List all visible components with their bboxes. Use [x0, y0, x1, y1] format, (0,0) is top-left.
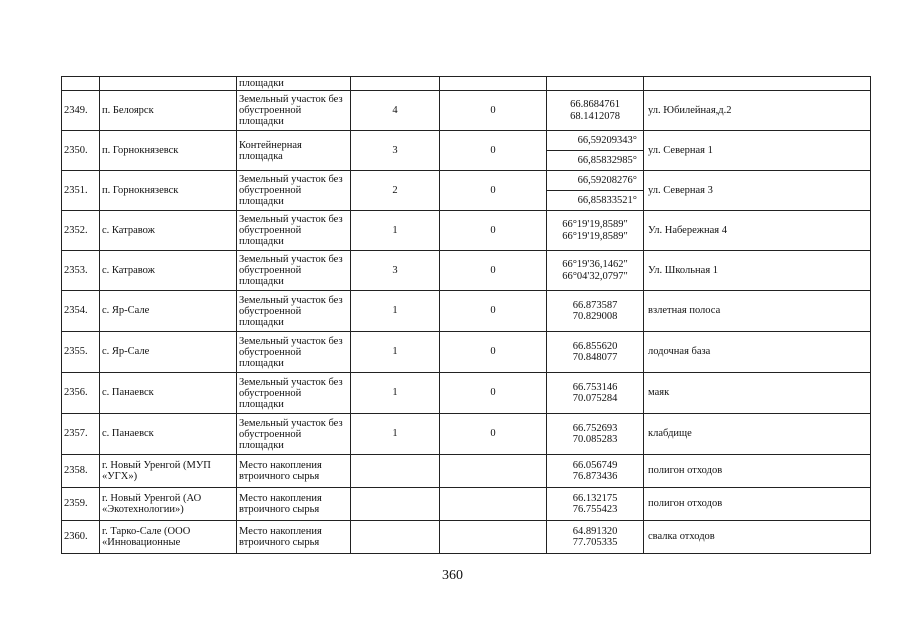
cell-num: 2359. [62, 488, 100, 521]
cell-place: г. Тарко-Сале (ООО «Инновационные [100, 521, 237, 554]
table-row [62, 211, 871, 251]
cell-address: полигон отходов [644, 488, 871, 521]
cell-qty: 1 [351, 291, 440, 332]
coord-lat: 66.855620 [572, 340, 618, 352]
cell-coord [547, 131, 644, 171]
cell-qty2: 0 [440, 414, 547, 455]
cell-address: Ул. Школьная 1 [644, 251, 871, 291]
cell-qty: 3 [351, 251, 440, 291]
cell-num [62, 77, 100, 91]
cell-address: свалка отходов [644, 521, 871, 554]
table-row [62, 521, 871, 554]
cell-num: 2351. [62, 171, 100, 211]
cell-type: Место накопления втроичного сырья [237, 488, 351, 521]
cell-place: п. Горнокнязевск [100, 131, 237, 171]
cell-qty2 [440, 521, 547, 554]
cell-num: 2358. [62, 455, 100, 488]
cell-address [644, 77, 871, 91]
cell-address: ул. Северная 1 [644, 131, 871, 171]
cell-type: Земельный участок без обустроенной площадки [237, 211, 351, 251]
coord-lon: 66,85832985° [547, 150, 643, 170]
cell-num: 2353. [62, 251, 100, 291]
cell-num: 2356. [62, 373, 100, 414]
cell-num: 2360. [62, 521, 100, 554]
cell-type: Место накопления втроичного сырья [237, 521, 351, 554]
coord-lat: 66.753146 [572, 381, 618, 393]
cell-qty: 1 [351, 414, 440, 455]
coord-lon: 76.755423 [572, 504, 618, 515]
coord-lon: 70.848077 [572, 352, 618, 363]
cell-num: 2352. [62, 211, 100, 251]
coord-lon: 68.1412078 [570, 110, 620, 122]
cell-num: 2350. [62, 131, 100, 171]
cell-place: с. Яр-Сале [100, 291, 237, 332]
coord-lon: 70.829008 [572, 311, 618, 322]
cell-address: Ул. Набережная 4 [644, 211, 871, 251]
cell-qty: 4 [351, 91, 440, 131]
cell-qty2: 0 [440, 251, 547, 291]
coord-lat: 66.056749 [572, 459, 618, 471]
coord-lon: 66,85833521° [547, 190, 643, 210]
coord-lat: 66,59208276° [577, 175, 637, 186]
cell-qty [351, 521, 440, 554]
cell-qty2: 0 [440, 211, 547, 251]
table-row [62, 414, 871, 455]
cell-qty2: 0 [440, 332, 547, 373]
coord-lon: 77.705335 [572, 537, 618, 548]
cell-address: клабдище [644, 414, 871, 455]
cell-qty2: 0 [440, 291, 547, 332]
cell-type: площадки [237, 77, 351, 91]
cell-qty [351, 77, 440, 91]
cell-coord [547, 91, 644, 131]
table-row [62, 251, 871, 291]
cell-place: г. Новый Уренгой (АО «Экотехнологии») [100, 488, 237, 521]
table-row [62, 488, 871, 521]
cell-type: Контейнерная площадка [237, 131, 351, 171]
cell-place: с. Панаевск [100, 373, 237, 414]
coord-lon: 70.075284 [572, 393, 618, 404]
cell-address: маяк [644, 373, 871, 414]
cell-type: Земельный участок без обустроенной площадки [237, 332, 351, 373]
coord-lat: 66°19'36,1462" [562, 259, 628, 270]
cell-qty2 [440, 77, 547, 91]
cell-qty: 1 [351, 211, 440, 251]
cell-type: Земельный участок без обустроенной площадки [237, 91, 351, 131]
page-number: 360 [442, 568, 463, 583]
cell-num: 2357. [62, 414, 100, 455]
cell-place: с. Катравож [100, 211, 237, 251]
cell-address: ул. Северная 3 [644, 171, 871, 211]
cell-address: полигон отходов [644, 455, 871, 488]
coord-lat: 66.8684761 [570, 99, 620, 110]
cell-type: Место накопления втроичного сырья [237, 455, 351, 488]
cell-qty2: 0 [440, 91, 547, 131]
cell-place: с. Яр-Сале [100, 332, 237, 373]
cell-qty: 3 [351, 131, 440, 171]
coord-lon: 76.873436 [572, 471, 618, 482]
table-row [62, 455, 871, 488]
cell-type: Земельный участок без обустроенной площадки [237, 291, 351, 332]
cell-address: лодочная база [644, 332, 871, 373]
cell-place [100, 77, 237, 91]
table-row [62, 373, 871, 414]
coord-lat: 64.891320 [572, 525, 618, 537]
cell-coord [547, 373, 644, 414]
coord-lat: 66°19'19,8589" [562, 219, 628, 230]
cell-coord [547, 332, 644, 373]
cell-place: с. Панаевск [100, 414, 237, 455]
register-table [61, 76, 871, 554]
cell-type: Земельный участок без обустроенной площадки [237, 373, 351, 414]
coord-lat: 66.132175 [572, 492, 618, 504]
cell-qty2: 0 [440, 171, 547, 211]
cell-qty2 [440, 455, 547, 488]
cell-coord [547, 414, 644, 455]
coord-lon: 66°19'19,8589" [562, 230, 628, 242]
cell-coord [547, 211, 644, 251]
coord-lon: 70.085283 [572, 434, 618, 445]
table-row [62, 332, 871, 373]
cell-num: 2349. [62, 91, 100, 131]
coord-lat: 66.752693 [572, 422, 618, 434]
cell-place: г. Новый Уренгой (МУП «УГХ») [100, 455, 237, 488]
cell-place: с. Катравож [100, 251, 237, 291]
cell-address: взлетная полоса [644, 291, 871, 332]
cell-place: п. Белоярск [100, 91, 237, 131]
cell-coord [547, 77, 644, 91]
cell-coord [547, 488, 644, 521]
cell-type: Земельный участок без обустроенной площадки [237, 251, 351, 291]
cell-address: ул. Юбилейная,д.2 [644, 91, 871, 131]
coord-lon: 66°04'32,0797" [562, 270, 628, 282]
cell-qty: 2 [351, 171, 440, 211]
coord-lat: 66,59209343° [577, 135, 637, 146]
cell-coord [547, 521, 644, 554]
cell-num: 2354. [62, 291, 100, 332]
cell-qty [351, 488, 440, 521]
cell-num: 2355. [62, 332, 100, 373]
cell-coord [547, 251, 644, 291]
cell-type: Земельный участок без обустроенной площадки [237, 414, 351, 455]
table-row-continuation [62, 77, 871, 91]
table-row [62, 291, 871, 332]
table-row [62, 91, 871, 131]
cell-place: п. Горнокнязевск [100, 171, 237, 211]
coord-lat: 66.873587 [572, 299, 618, 311]
cell-qty2 [440, 488, 547, 521]
cell-qty2: 0 [440, 131, 547, 171]
cell-qty: 1 [351, 332, 440, 373]
cell-coord [547, 171, 644, 211]
cell-coord [547, 455, 644, 488]
cell-qty: 1 [351, 373, 440, 414]
cell-qty2: 0 [440, 373, 547, 414]
cell-qty [351, 455, 440, 488]
cell-coord [547, 291, 644, 332]
table-row [62, 131, 871, 171]
table-row [62, 171, 871, 211]
cell-type: Земельный участок без обустроенной площадки [237, 171, 351, 211]
